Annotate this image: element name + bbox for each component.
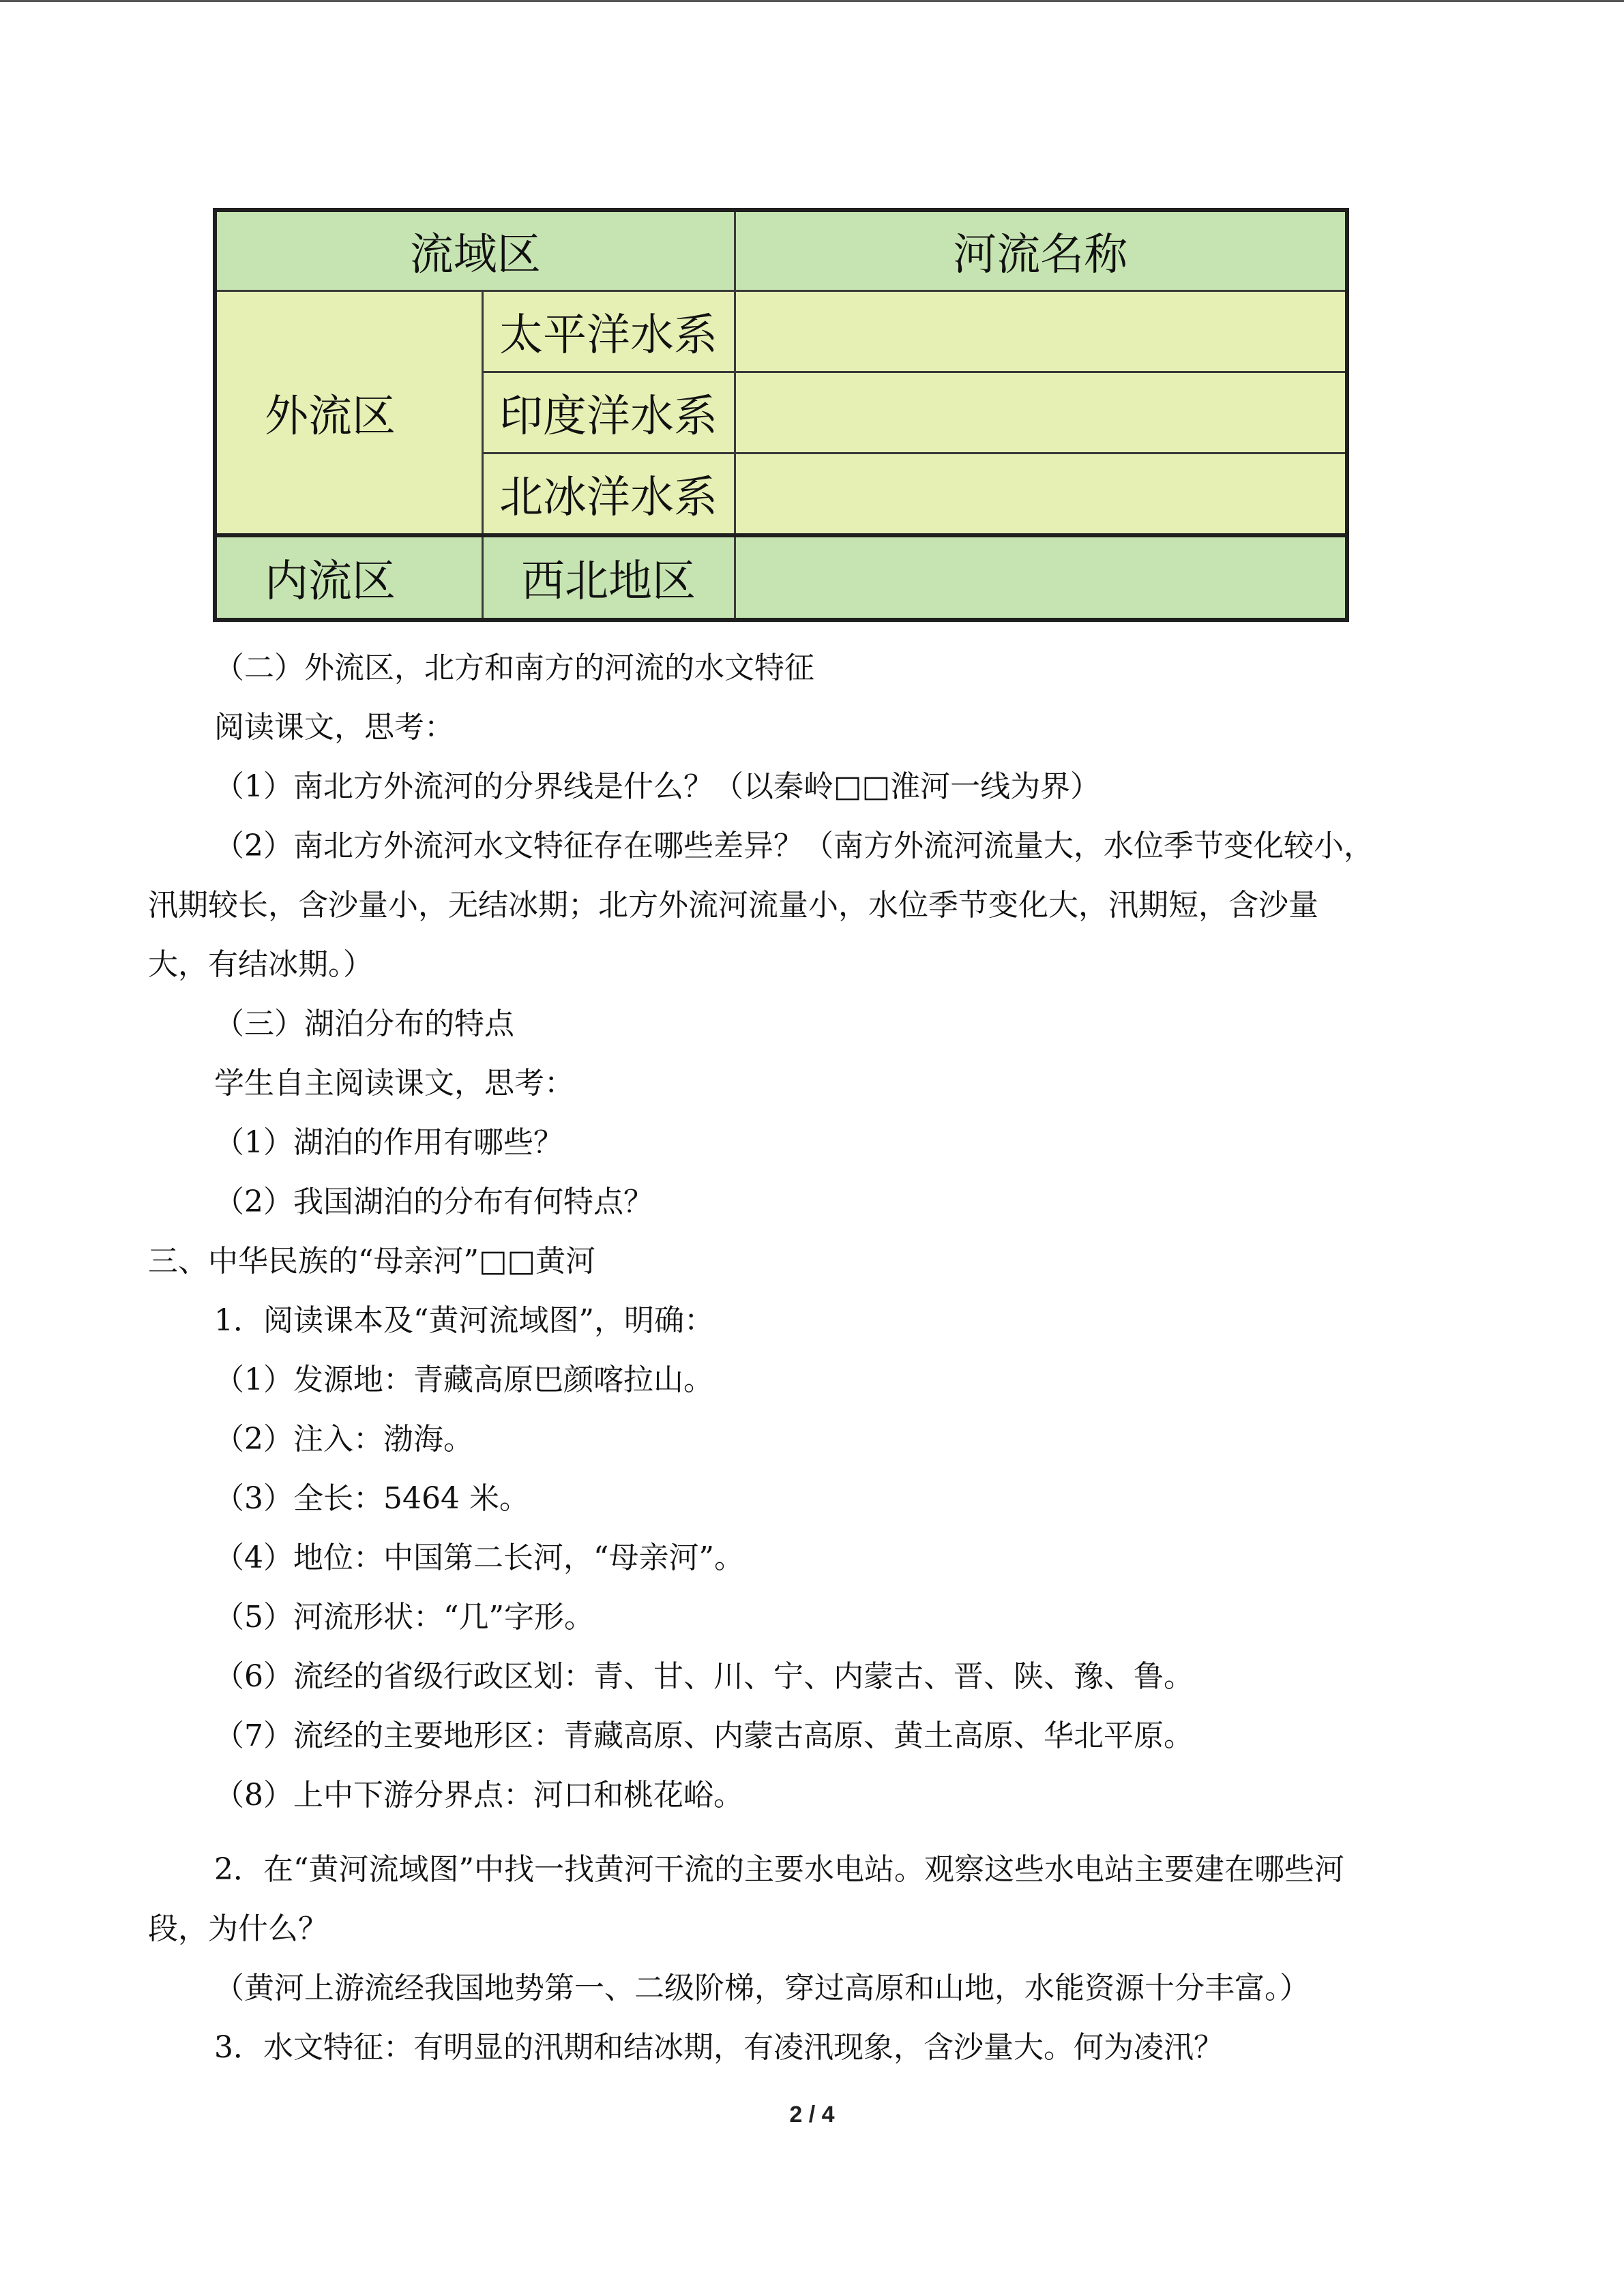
section-heading: （三）湖泊分布的特点 <box>214 1007 514 1041</box>
inner-area-label: 内流区 <box>215 535 482 620</box>
paragraph-line: 2．在“黄河流域图”中找一找黄河干流的主要水电站。观察这些水电站主要建在哪些河 <box>214 1852 1344 1887</box>
river-cell-northwest <box>735 535 1347 620</box>
list-item: （4）地位：中国第二长河，“母亲河”。 <box>214 1540 744 1575</box>
list-item: （3）全长：5464 米。 <box>214 1481 529 1516</box>
river-basin-table <box>213 208 1349 622</box>
table-header-row <box>215 210 1347 291</box>
page-number: 2 / 4 <box>789 2102 835 2128</box>
list-item: （7）流经的主要地形区：青藏高原、内蒙古高原、黄土高原、华北平原。 <box>214 1718 1194 1753</box>
list-item: （5）河流形状：“几”字形。 <box>214 1600 594 1635</box>
list-item: （6）流经的省级行政区划：青、甘、川、宁、内蒙古、晋、陕、豫、鲁。 <box>214 1659 1194 1694</box>
table-row <box>215 535 1347 620</box>
system-arctic: 北冰洋水系 <box>482 453 735 536</box>
river-cell-arctic <box>735 453 1347 536</box>
outer-area-label: 外流区 <box>215 291 482 536</box>
table-row <box>215 291 1347 372</box>
list-item: （2）注入：渤海。 <box>214 1422 473 1457</box>
paragraph-line: （2）南北方外流河水文特征存在哪些差异？（南方外流河流量大，水位季节变化较小， <box>214 829 1374 863</box>
system-pacific: 太平洋水系 <box>482 291 735 372</box>
paragraph-line: （黄河上游流经我国地势第一、二级阶梯，穿过高原和山地，水能资源十分丰富。） <box>214 1971 1310 2006</box>
header-basin: 流域区 <box>215 210 735 291</box>
top-border <box>0 0 1624 2</box>
river-cell-indian <box>735 372 1347 453</box>
header-river-name: 河流名称 <box>735 210 1347 291</box>
list-item: （1）发源地：青藏高原巴颜喀拉山。 <box>214 1362 713 1397</box>
paragraph-line: 学生自主阅读课文，思考： <box>214 1066 574 1101</box>
paragraph-line: 汛期较长，含沙量小，无结冰期；北方外流河流量小，水位季节变化大，汛期短，含沙量 <box>148 888 1318 923</box>
paragraph-line: 阅读课文，思考： <box>214 710 454 745</box>
system-indian: 印度洋水系 <box>482 372 735 453</box>
paragraph-line: （1）南北方外流河的分界线是什么？（以秦岭□□淮河一线为界） <box>214 769 1101 804</box>
system-northwest: 西北地区 <box>482 535 735 620</box>
paragraph-line: （2）我国湖泊的分布有何特点？ <box>214 1184 653 1219</box>
paragraph-line: 3．水文特征：有明显的汛期和结冰期，有凌汛现象，含沙量大。何为凌汛？ <box>214 2030 1224 2065</box>
list-item: （8）上中下游分界点：河口和桃花峪。 <box>214 1778 743 1813</box>
river-cell-pacific <box>735 291 1347 372</box>
paragraph-line: （1）湖泊的作用有哪些？ <box>214 1125 563 1160</box>
paragraph-line: 段，为什么？ <box>148 1911 328 1946</box>
paragraph-line: 1．阅读课本及“黄河流域图”，明确： <box>214 1303 714 1338</box>
section-heading: （二）外流区，北方和南方的河流的水文特征 <box>214 651 814 685</box>
paragraph-line: 大，有结冰期。） <box>148 947 373 982</box>
section-heading: 三、中华民族的“母亲河”□□黄河 <box>148 1244 596 1279</box>
